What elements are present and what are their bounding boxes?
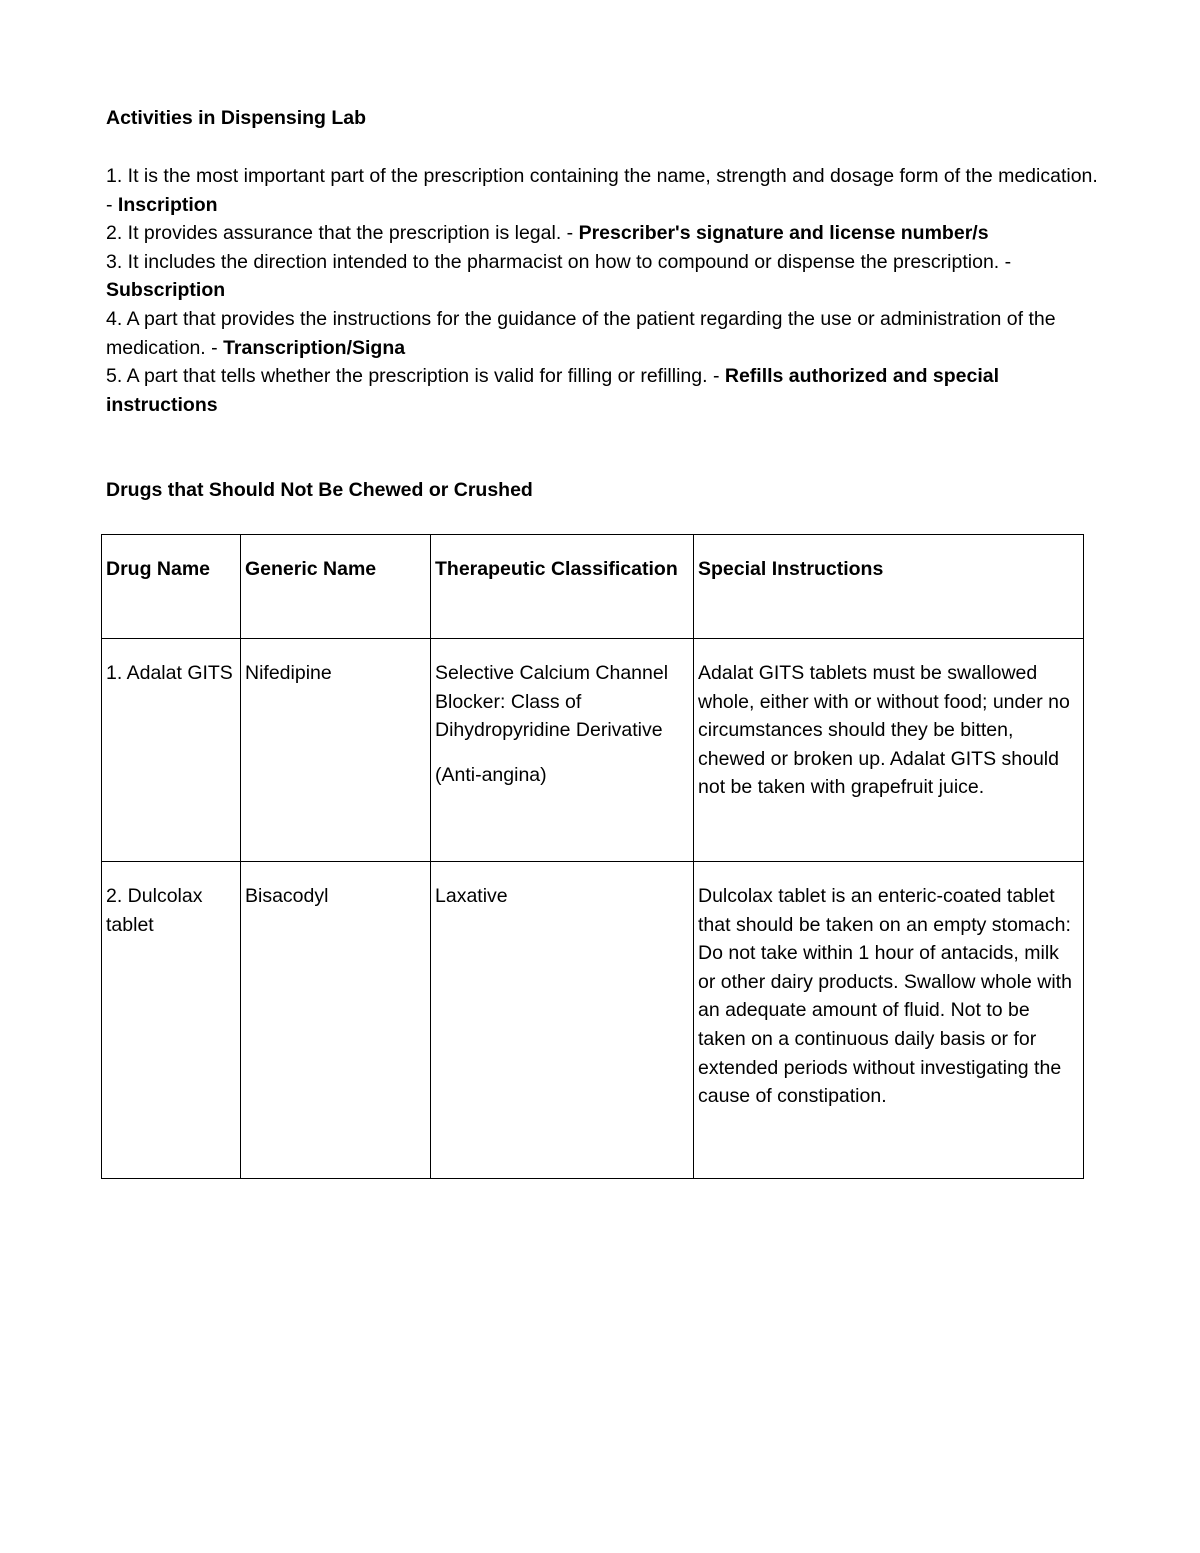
question-item-4: [106, 305, 1106, 362]
question-item-1: [106, 162, 1106, 219]
drugs-table: [101, 534, 1084, 1179]
header-therapeutic-classification: Therapeutic Classification: [431, 535, 694, 639]
question-list: [106, 162, 1106, 419]
header-special-instructions: Special Instructions: [694, 535, 1084, 639]
question-prompt: 1. It is the most important part of the prescription containing the name, strength and dosage form of the medication. -: [106, 165, 1098, 216]
question-answer: Transcription/Signa: [223, 336, 406, 359]
table-header-row: [102, 535, 1084, 639]
question-answer: Prescriber's signature and license number/s: [578, 222, 989, 245]
cell-generic-name: Nifedipine: [241, 639, 431, 862]
cell-drug-name: 1. Adalat GITS: [102, 639, 241, 862]
classification-text: Laxative: [435, 885, 508, 907]
activities-heading: Activities in Dispensing Lab: [106, 107, 367, 129]
cell-drug-name: 2. Dulcolax tablet: [102, 862, 241, 1179]
table-row: [102, 639, 1084, 862]
question-item-5: [106, 362, 1106, 419]
cell-classification: [431, 862, 694, 1179]
question-prompt: 3. It includes the direction intended to the pharmacist on how to compound or dispense the prescription. -: [106, 250, 1012, 273]
drugs-heading: Drugs that Should Not Be Chewed or Crushed: [106, 479, 533, 501]
question-item-2: [106, 219, 1106, 248]
header-drug-name: Drug Name: [102, 535, 241, 639]
classification-text: Selective Calcium Channel Blocker: Class of Dihydropyridine Derivative: [435, 662, 669, 742]
cell-classification: [431, 639, 694, 862]
question-item-3: [106, 248, 1106, 305]
question-answer: Subscription: [106, 279, 226, 302]
cell-special-instructions: Dulcolax tablet is an enteric-coated tablet that should be taken on an empty stomach: Do not take within 1 hour of antacids, milk or other dairy products. Swallow whole with an adequate amount of fluid. Not to be taken on a continuous daily basis or for extended periods without investigating the cause of constipation.: [694, 862, 1084, 1179]
cell-generic-name: Bisacodyl: [241, 862, 431, 1179]
header-generic-name: Generic Name: [241, 535, 431, 639]
table-row: [102, 862, 1084, 1179]
cell-special-instructions: Adalat GITS tablets must be swallowed whole, either with or without food; under no circumstances should they be bitten, chewed or broken up. Adalat GITS should not be taken with grapefruit juice.: [694, 639, 1084, 862]
question-answer: Inscription: [117, 193, 218, 216]
question-prompt: 4. A part that provides the instructions for the guidance of the patient regarding the use or administration of the medication. -: [106, 307, 1056, 359]
classification-note: (Anti-angina): [435, 763, 547, 786]
question-prompt: 2. It provides assurance that the prescription is legal. -: [106, 222, 579, 245]
question-prompt: 5. A part that tells whether the prescription is valid for filling or refilling. -: [106, 365, 725, 388]
question-answer: Refills authorized and special instructions: [106, 365, 1000, 416]
